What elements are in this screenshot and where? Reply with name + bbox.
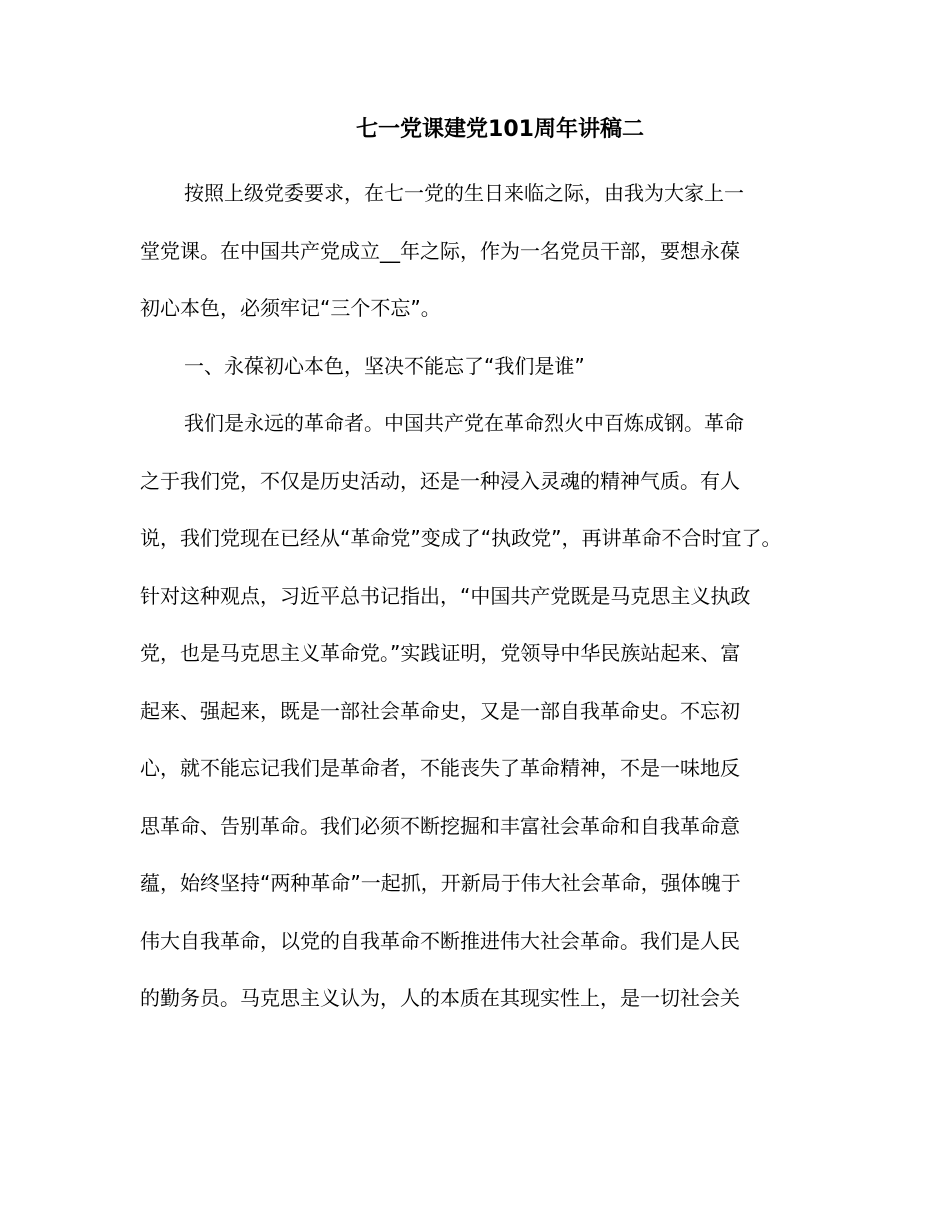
- paragraph-line: 说，我们党现在已经从“革命党”变成了“执政党”，再讲革命不合时宜了。: [140, 526, 782, 550]
- paragraph-line: 心，就不能忘记我们是革命者，不能丧失了革命精神，不是一味地反: [140, 756, 740, 780]
- paragraph-line: 针对这种观点，习近平总书记指出，“中国共产党既是马克思主义执政: [140, 584, 751, 608]
- document-title: 七一党课建党101周年讲稿二: [356, 117, 644, 142]
- paragraph-line: 蕴，始终坚持“两种革命”一起抓，开新局于伟大社会革命，强体魄于: [140, 871, 741, 895]
- section-heading: 一、永葆初心本色，坚决不能忘了“我们是谁”: [184, 354, 585, 378]
- paragraph-line: 之于我们党，不仅是历史活动，还是一种浸入灵魂的精神气质。有人: [140, 469, 740, 493]
- paragraph-line: 思革命、告别革命。我们必须不断挖掘和丰富社会革命和自我革命意: [140, 814, 740, 838]
- paragraph-line: 起来、强起来，既是一部社会革命史，又是一部自我革命史。不忘初: [140, 699, 740, 723]
- paragraph-line: 堂党课。在中国共产党成立__年之际，作为一名党员干部，要想永葆: [140, 239, 740, 263]
- paragraph-line: 的勤务员。马克思主义认为，人的本质在其现实性上，是一切社会关: [140, 986, 740, 1010]
- paragraph-line: 按照上级党委要求，在七一党的生日来临之际，由我为大家上一: [184, 181, 744, 205]
- paragraph-line: 初心本色，必须牢记“三个不忘”。: [140, 296, 441, 320]
- paragraph-line: 党，也是马克思主义革命党。”实践证明，党领导中华民族站起来、富: [140, 641, 741, 665]
- paragraph-line: 伟大自我革命，以党的自我革命不断推进伟大社会革命。我们是人民: [140, 929, 740, 953]
- paragraph-line: 我们是永远的革命者。中国共产党在革命烈火中百炼成钢。革命: [184, 411, 744, 435]
